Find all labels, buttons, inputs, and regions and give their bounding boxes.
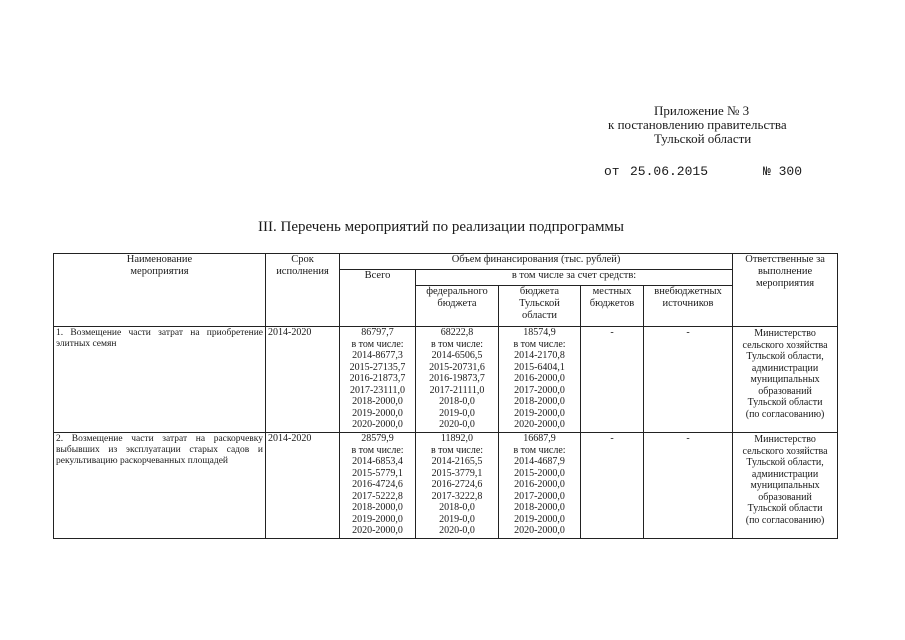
row-term: 2014-2020 (266, 433, 340, 539)
row-name: 1. Возмещение части затрат на приобретение элитных семян (54, 327, 266, 433)
header-including: в том числе за счет средств: (416, 270, 733, 286)
decree-date: 25.06.2015 (630, 164, 709, 179)
decree-number: № 300 (763, 164, 803, 179)
header-name: Наименование мероприятия (54, 254, 266, 327)
appendix-label: Приложение № 3 (654, 103, 750, 118)
header-federal: федерального бюджета (416, 286, 499, 327)
row-total: 28579,9 в том числе: 2014-6853,4 2015-5779,1 2016-4724,6 2017-5222,8 2018-2000,0 2019-2000,0 2020-2000,0 (340, 433, 416, 539)
header-local: местных бюджетов (581, 286, 644, 327)
header-funding: Объем финансирования (тыс. рублей) (340, 254, 733, 270)
decree-label: к постановлению правительства (608, 117, 787, 132)
row-term: 2014-2020 (266, 327, 340, 433)
header-responsible: Ответственные за выполнение мероприятия (733, 254, 838, 327)
activities-table (53, 253, 838, 539)
header-total: Всего (340, 270, 416, 327)
row-federal: 11892,0 в том числе: 2014-2165,5 2015-3779,1 2016-2724,6 2017-3222,8 2018-0,0 2019-0,0 2020-0,0 (416, 433, 499, 539)
table-row (54, 433, 838, 539)
header-term: Срок исполнения (266, 254, 340, 327)
row-total: 86797,7 в том числе: 2014-8677,3 2015-27135,7 2016-21873,7 2017-23111,0 2018-2000,0 2019-2000,0 2020-2000,0 (340, 327, 416, 433)
header-extrabudget: внебюджетных источников (644, 286, 733, 327)
row-regional: 18574,9 в том числе: 2014-2170,8 2015-6404,1 2016-2000,0 2017-2000,0 2018-2000,0 2019-2000,0 2020-2000,0 (499, 327, 581, 433)
section-title: III. Перечень мероприятий по реализации подпрограммы (258, 219, 625, 235)
row-extrabudget: - (644, 327, 733, 433)
date-prefix: от (604, 164, 620, 179)
row-local: - (581, 433, 644, 539)
row-responsible: Министерство сельского хозяйства Тульской области, администрации муниципальных образований Тульской области (по согласованию) (733, 327, 838, 433)
row-name: 2. Возмещение части затрат на раскорчевку выбывших из эксплуатации старых садов и рекультивацию раскорчеванных площадей (54, 433, 266, 539)
row-federal: 68222,8 в том числе: 2014-6506,5 2015-20731,6 2016-19873,7 2017-21111,0 2018-0,0 2019-0,0 2020-0,0 (416, 327, 499, 433)
table-row (54, 327, 838, 433)
header-regional: бюджета Тульской области (499, 286, 581, 327)
row-extrabudget: - (644, 433, 733, 539)
row-regional: 16687,9 в том числе: 2014-4687,9 2015-2000,0 2016-2000,0 2017-2000,0 2018-2000,0 2019-2000,0 2020-2000,0 (499, 433, 581, 539)
region-label: Тульской области (654, 131, 752, 146)
row-local: - (581, 327, 644, 433)
row-responsible: Министерство сельского хозяйства Тульской области, администрации муниципальных образований Тульской области (по согласованию) (733, 433, 838, 539)
